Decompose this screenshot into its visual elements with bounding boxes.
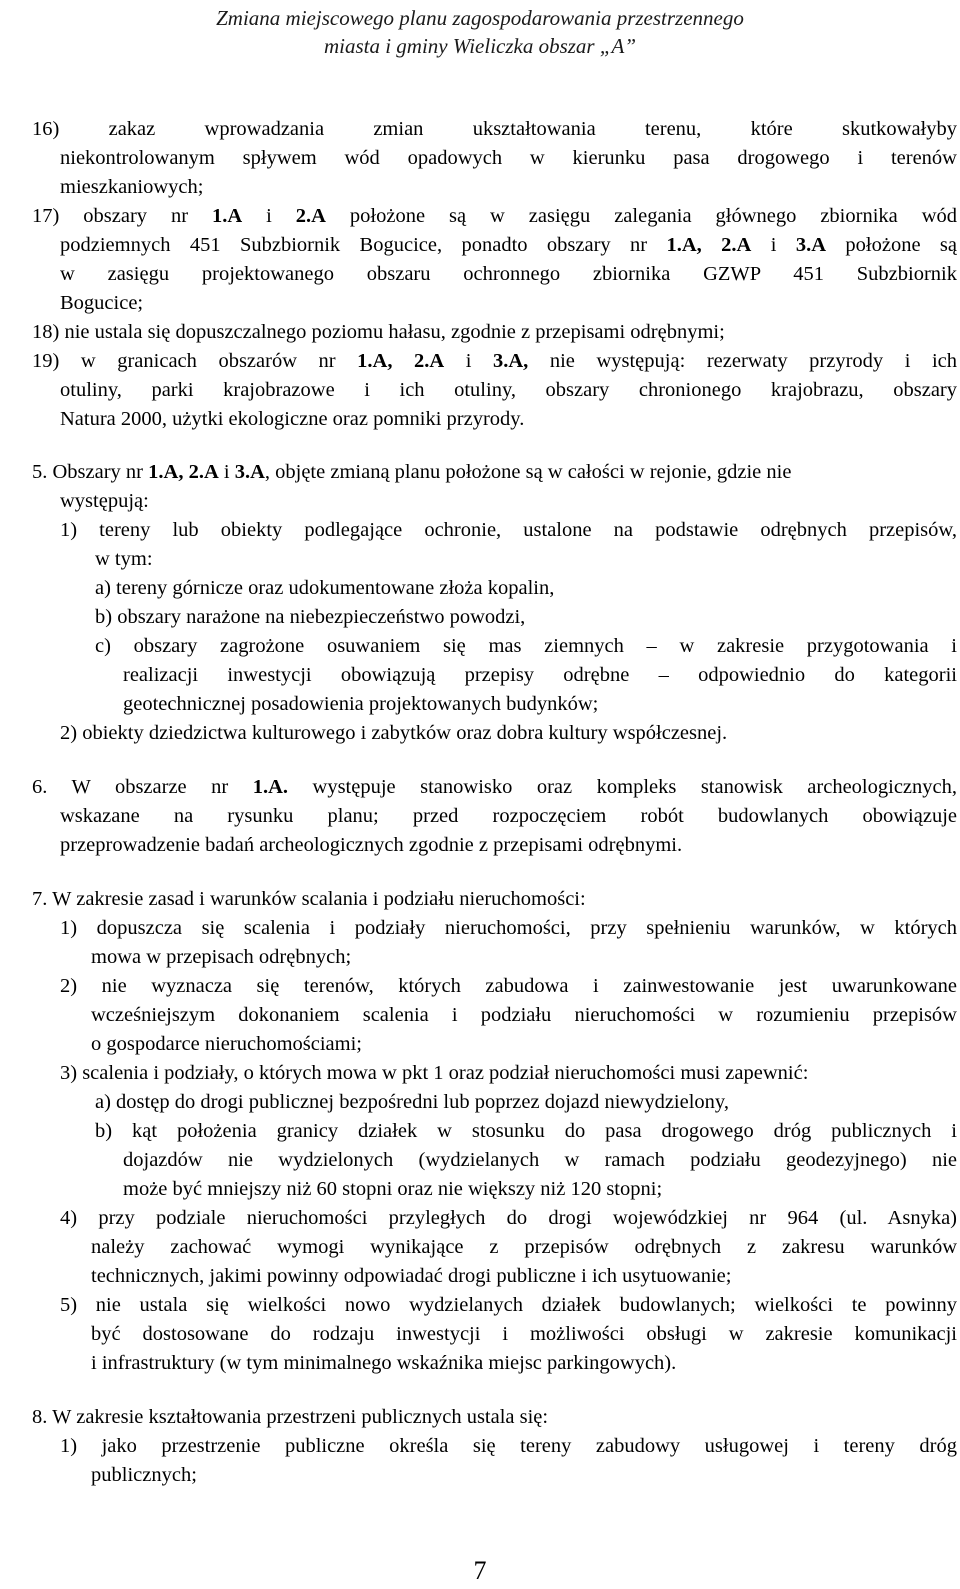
text-line: c) obszary zagrożone osuwaniem się mas ziemnych – w zakresie przygotowania i (95, 635, 957, 657)
text-line: dojazdów nie wydzielonych (wydzielanych w ramach podziału geodezyjnego) nie (123, 1149, 957, 1171)
text-line: należy zachować wymogi wynikające z przepisów odrębnych z zakresu warunków (91, 1236, 957, 1258)
text-line: 6. W obszarze nr 1.A. występuje stanowisko oraz kompleks stanowisk archeologicznych, (32, 776, 957, 798)
text-line: 5. Obszary nr 1.A, 2.A i 3.A, objęte zmianą planu położone są w całości w rejonie, gdzie nie (32, 461, 792, 483)
page-number: 7 (473, 1556, 487, 1585)
text-line: b) obszary narażone na niebezpieczeństwo powodzi, (95, 606, 526, 628)
text-line: 2) nie wyznacza się terenów, których zabudowa i zainwestowanie jest uwarunkowane (60, 975, 957, 997)
text-line: a) dostęp do drogi publicznej bezpośredni lub poprzez dojazd niewydzielony, (95, 1091, 729, 1113)
text-line: otuliny, parki krajobrazowe i ich otuliny, obszary chronionego krajobrazu, obszary (60, 379, 957, 401)
text-line: 16) zakaz wprowadzania zmian ukształtowania terenu, które skutkowałyby (32, 118, 957, 140)
header-line-1: Zmiana miejscowego planu zagospodarowania przestrzennego (216, 6, 744, 30)
text-line: Natura 2000, użytki ekologiczne oraz pomniki przyrody. (60, 408, 525, 430)
text-line: 18) nie ustala się dopuszczalnego poziomu hałasu, zgodnie z przepisami odrębnymi; (32, 321, 725, 343)
text-line: może być mniejszy niż 60 stopni oraz nie większy niż 120 stopni; (123, 1178, 663, 1200)
text-line: 3) scalenia i podziały, o których mowa w pkt 1 oraz podział nieruchomości musi zapewnić: (60, 1062, 809, 1084)
text-line: w tym: (95, 548, 153, 570)
text-line: w zasięgu projektowanego obszaru ochronnego zbiornika GZWP 451 Subzbiornik (60, 263, 957, 285)
text-line: wcześniejszym dokonaniem scalenia i podziału nieruchomości w rozumieniu przepisów (91, 1004, 957, 1026)
text-line: 19) w granicach obszarów nr 1.A, 2.A i 3.A, nie występują: rezerwaty przyrody i ich (32, 350, 957, 372)
text-line: b) kąt położenia granicy działek w stosunku do pasa drogowego dróg publicznych i (95, 1120, 957, 1142)
text-line: 5) nie ustala się wielkości nowo wydzielanych działek budowlanych; wielkości te powinny (60, 1294, 957, 1316)
text-line: 8. W zakresie kształtowania przestrzeni publicznych ustala się: (32, 1406, 549, 1428)
text-line: występują: (60, 490, 149, 512)
text-line: mowa w przepisach odrębnych; (91, 946, 352, 968)
text-line: wskazane na rysunku planu; przed rozpoczęciem robót budowlanych obowiązuje (60, 805, 957, 827)
text-line: a) tereny górnicze oraz udokumentowane złoża kopalin, (95, 577, 555, 599)
header-line-2: miasta i gminy Wieliczka obszar „A” (323, 34, 637, 58)
text-line: 4) przy podziale nieruchomości przyległych do drogi wojewódzkiej nr 964 (ul. Asnyka) (60, 1207, 957, 1229)
text-line: 2) obiekty dziedzictwa kulturowego i zabytków oraz dobra kultury współczesnej. (60, 722, 728, 744)
text-line: niekontrolowanym spływem wód opadowych w kierunku pasa drogowego i terenów (60, 147, 957, 169)
text-line: realizacji inwestycji obowiązują przepisy odrębne – odpowiednio do kategorii (123, 664, 957, 686)
text-line: publicznych; (91, 1464, 197, 1486)
text-line: być dostosowane do rodzaju inwestycji i możliwości obsługi w zakresie komunikacji (91, 1323, 957, 1345)
text-line: podziemnych 451 Subzbiornik Bogucice, ponadto obszary nr 1.A, 2.A i 3.A położone są (60, 234, 957, 256)
text-line: technicznych, jakimi powinny odpowiadać drogi publiczne i ich usytuowanie; (91, 1265, 732, 1287)
text-line: i infrastruktury (w tym minimalnego wskaźnika miejsc parkingowych). (91, 1352, 677, 1374)
text-line: 7. W zakresie zasad i warunków scalania i podziału nieruchomości: (32, 888, 586, 910)
text-line: mieszkaniowych; (60, 176, 204, 198)
text-line: 1) dopuszcza się scalenia i podziały nieruchomości, przy spełnieniu warunków, w których (60, 917, 957, 939)
text-line: o gospodarce nieruchomościami; (91, 1033, 362, 1055)
text-line: 1) tereny lub obiekty podlegające ochronie, ustalone na podstawie odrębnych przepisów, (60, 519, 957, 541)
text-line: przeprowadzenie badań archeologicznych zgodnie z przepisami odrębnymi. (60, 834, 683, 856)
text-line: Bogucice; (60, 292, 144, 314)
text-line: geotechnicznej posadowienia projektowanych budynków; (123, 693, 599, 715)
text-line: 17) obszary nr 1.A i 2.A położone są w zasięgu zalegania głównego zbiornika wód (32, 205, 957, 227)
text-line: 1) jako przestrzenie publiczne określa się tereny zabudowy usługowej i tereny dróg (60, 1435, 957, 1457)
